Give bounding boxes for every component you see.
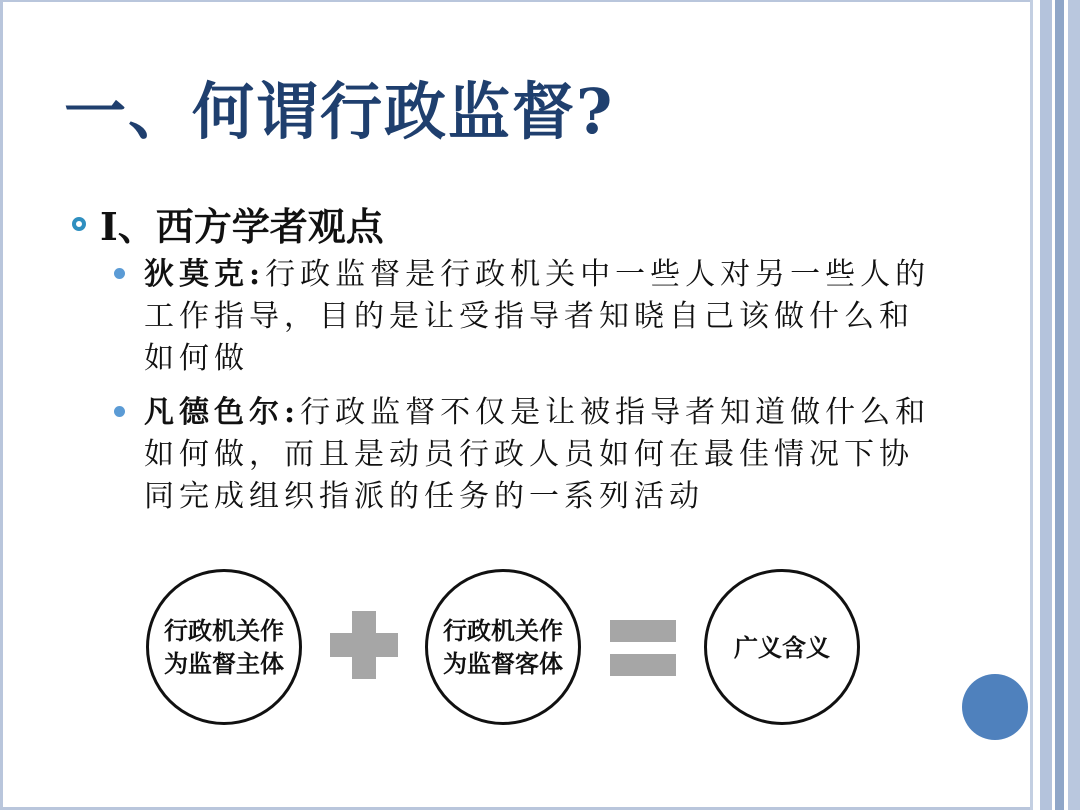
section-heading <box>72 196 384 251</box>
bullet-item-vandersel <box>114 392 934 518</box>
bullet-description: 行政监督是行政机关中一些人对另一些人的工作指导，目的是让受指导者知晓自己该做什么和如何做 <box>144 257 931 376</box>
equals-icon <box>610 620 676 676</box>
circle-label: 行政机关作为监督客体 <box>443 616 563 678</box>
section-heading-text: I、西方学者观点 <box>100 204 384 249</box>
bullet-term: 凡德色尔: <box>144 395 301 430</box>
circle-object <box>425 569 581 725</box>
decorative-side-stripes <box>1030 0 1080 810</box>
frame-left-edge <box>0 0 3 810</box>
slide-title: 一、何谓行政监督? <box>64 75 615 148</box>
dot-bullet-icon <box>114 268 125 279</box>
circle-label: 行政机关作为监督主体 <box>164 616 284 678</box>
dot-bullet-icon <box>114 406 125 417</box>
ring-bullet-icon <box>72 217 86 231</box>
plus-icon <box>330 611 398 679</box>
bullet-description: 行政监督不仅是让被指导者知道做什么和如何做，而且是动员行政人员如何在最佳情况下协同完成组织指派的任务的一系列活动 <box>144 395 931 514</box>
decorative-blue-dot <box>962 674 1028 740</box>
frame-top-edge <box>0 0 1030 2</box>
circle-label: 广义含义 <box>734 632 830 662</box>
circle-broad-meaning <box>704 569 860 725</box>
bullet-term: 狄莫克: <box>144 257 266 292</box>
bullet-item-dimock <box>114 254 934 380</box>
circle-subject <box>146 569 302 725</box>
